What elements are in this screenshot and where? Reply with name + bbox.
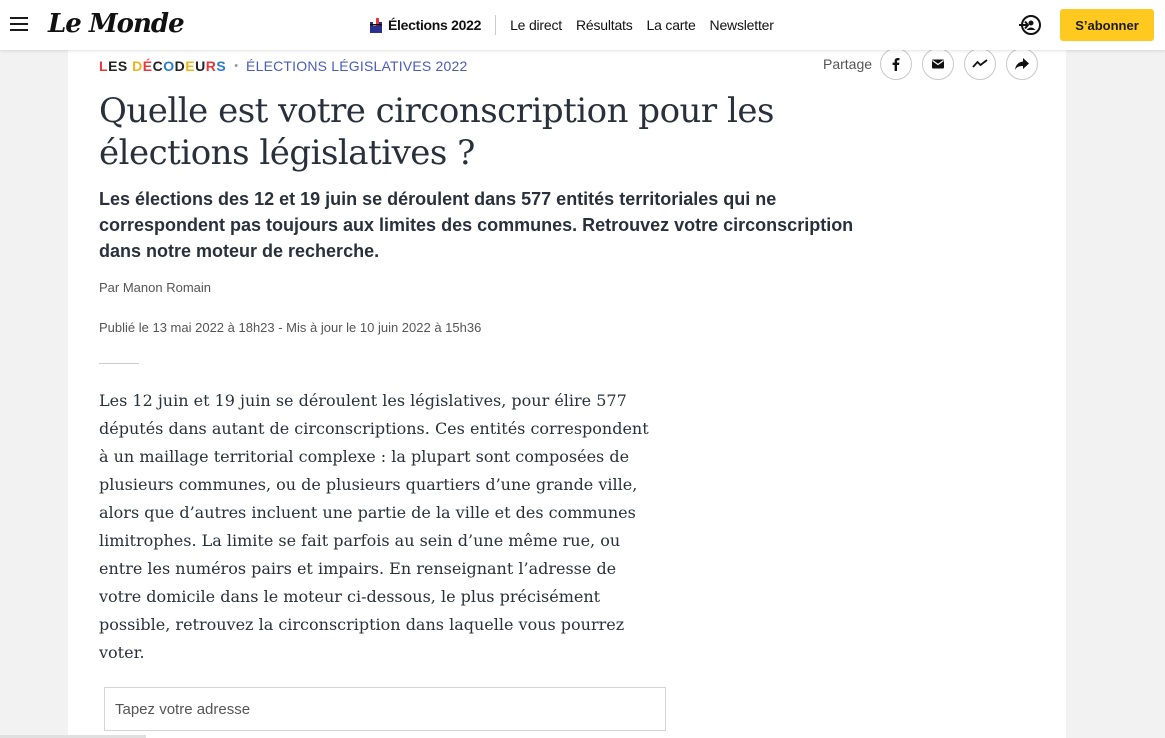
address-search-input[interactable] — [104, 687, 666, 731]
facebook-icon — [889, 57, 903, 71]
article-lead: Les élections des 12 et 19 juin se déroulent dans 577 entités territoriales qui ne correspondent pas toujours aux limites des communes. Retrouvez votre circonscription dans notre moteur de recherche. — [99, 189, 854, 261]
email-icon — [931, 58, 945, 70]
article-author[interactable]: Par Manon Romain — [99, 280, 211, 295]
nav-live-link[interactable]: Le direct — [510, 17, 562, 33]
facebook-share-button[interactable] — [880, 48, 912, 80]
messenger-icon — [972, 58, 988, 70]
nav-results-link[interactable]: Résultats — [575, 17, 633, 33]
email-share-button[interactable] — [922, 48, 954, 80]
nav-newsletter-link[interactable]: Newsletter — [709, 17, 774, 33]
divider — [99, 363, 139, 364]
article-card — [68, 0, 1066, 738]
subscribe-button[interactable]: S’abonner — [1060, 9, 1154, 41]
top-navigation — [0, 0, 1165, 50]
share-bar — [823, 48, 1038, 80]
share-label: Partage — [823, 56, 873, 72]
menu-icon[interactable] — [10, 15, 30, 33]
article-title: Quelle est votre circonscription pour les élections législatives ? — [99, 91, 774, 173]
nav-elections-link[interactable] — [370, 15, 496, 35]
share-arrow-icon — [1014, 57, 1030, 71]
article-kicker — [99, 58, 468, 74]
site-logo[interactable]: Le Monde — [48, 9, 184, 39]
ballot-box-icon — [370, 18, 382, 33]
article-body: Les 12 juin et 19 juin se déroulent les législatives, pour élire 577 députés dans autant de circonscriptions. Ces entités correspondent à un maillage territorial complexe : la plupart sont composées de plusieurs communes, ou de plusieurs quartiers d’une grande ville, alors que d’autres incluent une partie de la ville et des communes limitrophes. La limite se fait parfois au sein d’une même rue, ou entre les numéros pairs et impairs. En renseignant l’adresse de votre domicile dans le moteur ci-dessous, le plus précisément possible, retrouvez la circonscription dans laquelle vous pourrez voter. — [99, 391, 649, 662]
kicker-separator: • — [234, 60, 239, 72]
nav-elections-label: Élections 2022 — [388, 17, 482, 33]
login-icon[interactable] — [1018, 13, 1042, 37]
decodeurs-brand[interactable]: LES DÉCODEURS — [99, 58, 227, 74]
main-nav — [370, 0, 774, 50]
messenger-share-button[interactable] — [964, 48, 996, 80]
more-share-button[interactable] — [1006, 48, 1038, 80]
publication-dates: Publié le 13 mai 2022 à 18h23 - Mis à jour le 10 juin 2022 à 15h36 — [99, 320, 482, 335]
section-link[interactable]: ÉLECTIONS LÉGISLATIVES 2022 — [246, 58, 468, 74]
nav-map-link[interactable]: La carte — [646, 17, 696, 33]
